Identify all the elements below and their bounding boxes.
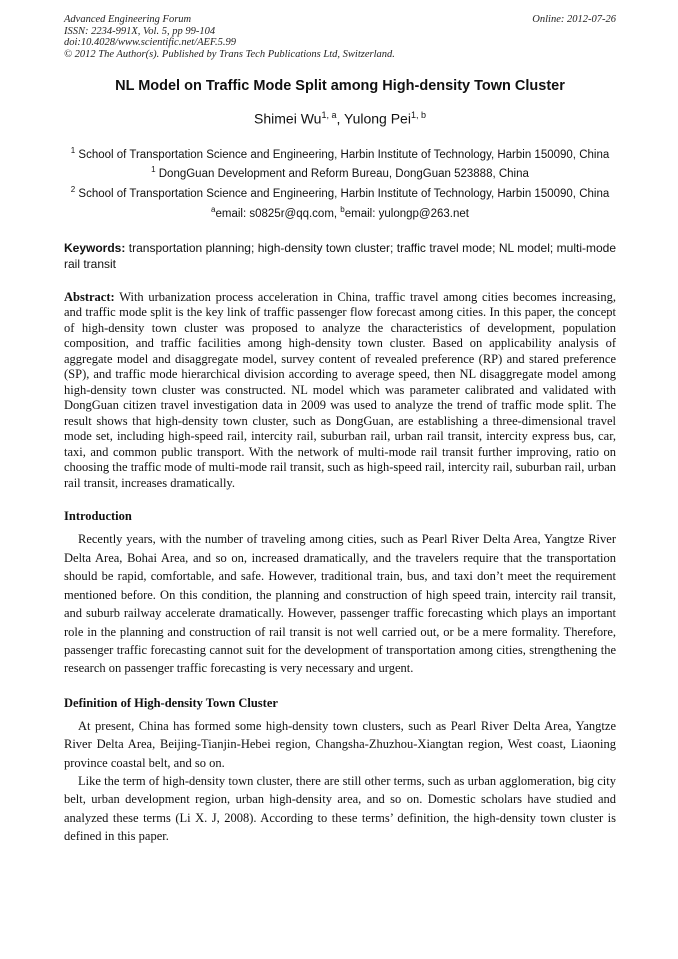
- journal-issn: ISSN: 2234-991X, Vol. 5, pp 99-104: [64, 25, 216, 37]
- author-line: Shimei Wu$^{1, a}$, Yulong Pei$^{1, b}$: [254, 110, 426, 127]
- affiliation-3: $^2$ School of Transportation Science and Engineering, Harbin Institute of Technology, Harbin 150090, China: [70, 185, 610, 201]
- paragraph: Recently years, with the number of traveling among cities, such as Pearl River Delta Area, Yangtze River Delta Area, Bohai Area, and so on, increased dramatically, and the travelers require that the transportation should be rapid, comfortable, and safe. However, traditional train, bus, and taxi don’t meet the requirement mentioned before. On this condition, the planning and construction of high speed train, intercity rail transit, and suburb railway accelerate dramatically. However, passenger traffic forecasting which plays an important role in the planning and construction of rail transit is not well carried out, or be a mere formality. Therefore, passenger traffic forecasting cannot suit for the development of transportation among cities, strengthening the research on passenger traffic forecasting is very necessary and urgent.: [64, 532, 616, 676]
- author-name: Yulong Pei: [344, 110, 411, 127]
- online-date: Online: 2012-07-26: [532, 14, 616, 25]
- abstract-text: With urbanization process acceleration in China, traffic travel among cities becomes increasing, and traffic mode split is the key link of traffic passenger flow forecast among cities. In this paper, the concept of high-density town cluster was proposed to analyze the characteristics of development, population composition, and traffic facilities among high-density town cluster. Based on applicability analysis of aggregate model and disaggregate model, survey content of revealed preference (RP) and stared preference (SP), and traffic mode hierarchical division according to average speed, then NL disaggregate model among high-density town cluster was constructed. NL model which was parameter calibrated and validated with DongGuan citizen travel investigation data in 2009 was used to analyze the trend of traffic mode split. The result shows that high-density town cluster, such as DongGuan, are establishing a three-dimensional travel mode set, including high-speed rail, intercity rail, suburban rail, urban rail transit, intercity express bus, car, taxi, and common public transport. With the network of multi-mode rail transit further improving, ratio on choosing the traffic mode of multi-mode rail transit, such as high-speed rail, intercity rail, suburban rail, urban rail transit, increases dramatically.: [64, 289, 616, 490]
- journal-name: Advanced Engineering Forum: [64, 14, 192, 25]
- keywords-label: Keywords:: [64, 240, 126, 255]
- section-heading-definition: Definition of High-density Town Cluster: [64, 695, 278, 710]
- abstract-label: Abstract:: [64, 289, 115, 304]
- paper-title: NL Model on Traffic Mode Split among High-density Town Cluster: [115, 78, 565, 94]
- keywords-text: transportation planning; high-density town cluster; traffic travel mode; NL model; multi-mode rail transit: [64, 240, 616, 271]
- journal-doi: doi:10.4028/www.scientific.net/AEF.5.99: [64, 37, 236, 48]
- affiliation-1: $^1$ School of Transportation Science and Engineering, Harbin Institute of Technology, Harbin 150090, China: [70, 145, 610, 161]
- section-heading-introduction: Introduction: [64, 509, 132, 524]
- journal-copyright: © 2012 The Author(s). Published by Trans Tech Publications Ltd, Switzerland.: [64, 48, 395, 60]
- affiliations: [64, 143, 616, 222]
- paragraph: Like the term of high-density town cluster, there are still other terms, such as urban agglomeration, big city belt, urban development region, urban high-density area, and so on. Domestic scholars have studied and analyzed these terms (Li X. J, 2008). According to these terms’ definition, the high-density town cluster is defined in this paper.: [64, 773, 616, 844]
- journal-header: [64, 14, 616, 60]
- keywords: [64, 240, 616, 272]
- author-superscript: 1, a: [321, 110, 337, 120]
- email-a: email: s0825r@qq.com,: [215, 207, 341, 220]
- paragraph: At present, China has formed some high-density town clusters, such as Pearl River Delta Area, Yangtze River Delta Area, Beijing-Tianjin-Hebei region, Changsha-Zhuzhou-Xiangtan region, West coast, Liaoning province coastal belt, and so on.: [64, 718, 616, 770]
- author-emails: $^a$email: s0825r@qq.com, $^b$email: yulongp@263.net: [211, 205, 469, 220]
- author-superscript: 1, b: [410, 110, 426, 120]
- author-name: Shimei Wu: [254, 110, 322, 127]
- affiliation-2: $^1$ DongGuan Development and Reform Bureau, DongGuan 523888, China: [151, 165, 529, 181]
- abstract: [64, 290, 616, 492]
- paper-page: [64, 14, 616, 846]
- email-b: email: yulongp@263.net: [344, 207, 469, 220]
